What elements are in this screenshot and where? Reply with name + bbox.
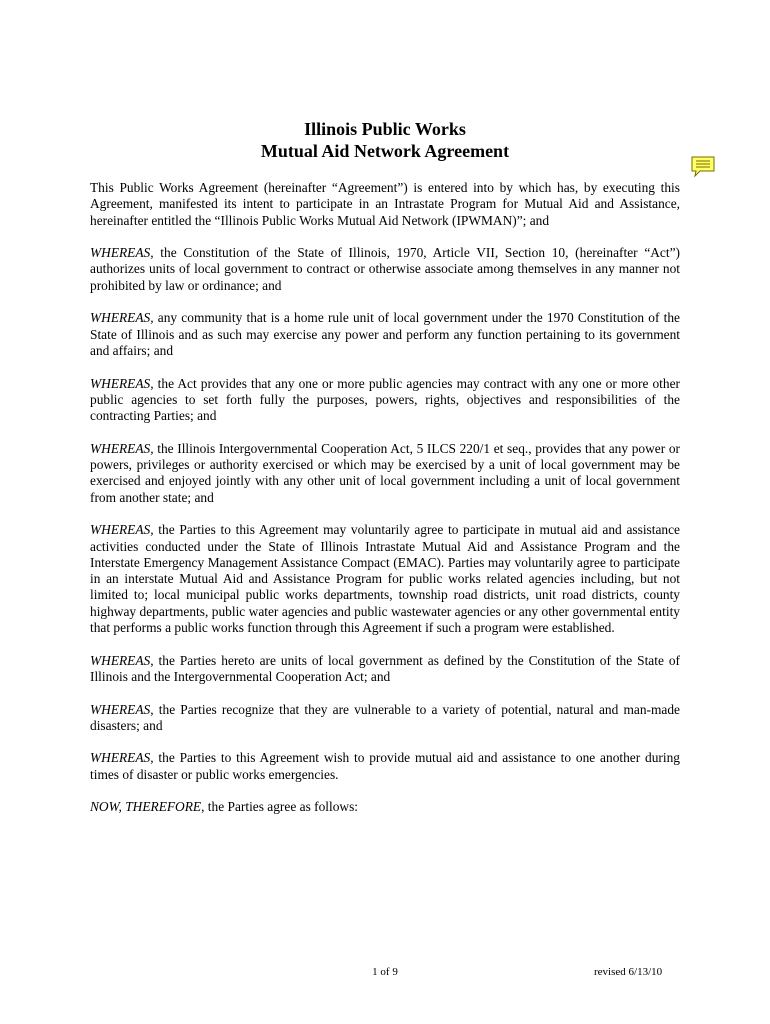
paragraph-text: , the Parties to this Agreement wish to provide mutual aid and assistance to one another during times of disaster or public works emergencies. (90, 750, 680, 782)
revision-date: revised 6/13/10 (594, 966, 663, 978)
paragraph-lead: WHEREAS, (90, 440, 154, 456)
paragraph-text: the Parties to this Agreement may voluntarily agree to participate in mutual aid and assistance activities conducted under the State of Illinois Intrastate Mutual Aid and Assistance Program and the Interstate Emergency Management Assistance Compact (EMAC). Parties may voluntarily agree to participate in an interstate Mutual Aid and Assistance Program for public works related agencies including, but not limited to; local municipal public works departments, township road districts, unit road districts, county highway departments, public water agencies and public wastewater agencies or any other governmental entity that performs a public works function through this Agreement if such a program were established. (90, 522, 680, 636)
title-line-1: Illinois Public Works (304, 119, 466, 139)
now-therefore-paragraph (90, 799, 680, 815)
paragraph-text: the Constitution of the State of Illinois, 1970, Article VII, Section 10, (hereinafter “Act”) authorizes units of local government to contract or otherwise associate among themselves in any manner not prohibited by law or ordinance; and (90, 245, 680, 293)
whereas-paragraph-1 (90, 245, 680, 294)
comment-note-icon[interactable] (690, 155, 718, 179)
paragraph-text: , the Parties recognize that they are vulnerable to a variety of potential, natural and man-made disasters; and (90, 701, 680, 733)
intro-text: This Public Works Agreement (hereinafter “Agreement”) is entered into by which has, by executing this Agreement, manifested its intent to participate in an Intrastate Program for Mutual Aid and Assistance, hereinafter entitled the “Illinois Public Works Mutual Aid Network (IPWMAN)”; and (90, 180, 680, 228)
paragraph-lead: WHEREAS, (90, 522, 154, 538)
paragraph-text: , the Parties hereto are units of local government as defined by the Constitution of the State of Illinois and the Intergovernmental Cooperation Act; and (90, 652, 680, 684)
title-line-2: Mutual Aid Network Agreement (260, 141, 510, 161)
intro-paragraph (90, 180, 680, 229)
paragraph-lead: WHEREAS, (90, 245, 154, 261)
paragraph-lead: WHEREAS, (90, 310, 154, 326)
whereas-paragraph-7 (90, 702, 680, 735)
whereas-paragraph-4 (90, 441, 680, 506)
whereas-paragraph-3 (90, 376, 680, 425)
paragraph-text: any community that is a home rule unit of local government under the 1970 Constitution of the State of Illinois and as such may exercise any power and perform any function pertaining to its government and affairs; and (90, 310, 680, 358)
whereas-paragraph-6 (90, 653, 680, 686)
whereas-paragraph-2 (90, 310, 680, 359)
paragraph-text: the Illinois Intergovernmental Cooperation Act, 5 ILCS 220/1 et seq., provides that any power or powers, privileges or authority exercised or which may be exercised by a unit of local government may be exercised and enjoyed jointly with any other unit of local government including a unit of local government from another state; and (90, 440, 680, 505)
whereas-paragraph-8 (90, 750, 680, 783)
document-title (0, 118, 770, 162)
page-number: 1 of 9 (372, 966, 398, 978)
paragraph-lead: WHEREAS (90, 750, 151, 766)
document-body (90, 180, 680, 832)
paragraph-lead: WHEREAS (90, 701, 151, 717)
paragraph-text: , the Parties agree as follows: (201, 799, 359, 815)
paragraph-lead: WHEREAS, (90, 375, 154, 391)
paragraph-lead: NOW, THEREFORE (90, 799, 202, 815)
paragraph-text: the Act provides that any one or more public agencies may contract with any one or more other public agencies to set forth fully the purposes, powers, rights, objectives and responsibilities of the contracting Parties; and (90, 375, 680, 424)
paragraph-lead: WHEREAS (90, 652, 151, 668)
whereas-paragraph-5 (90, 522, 680, 636)
